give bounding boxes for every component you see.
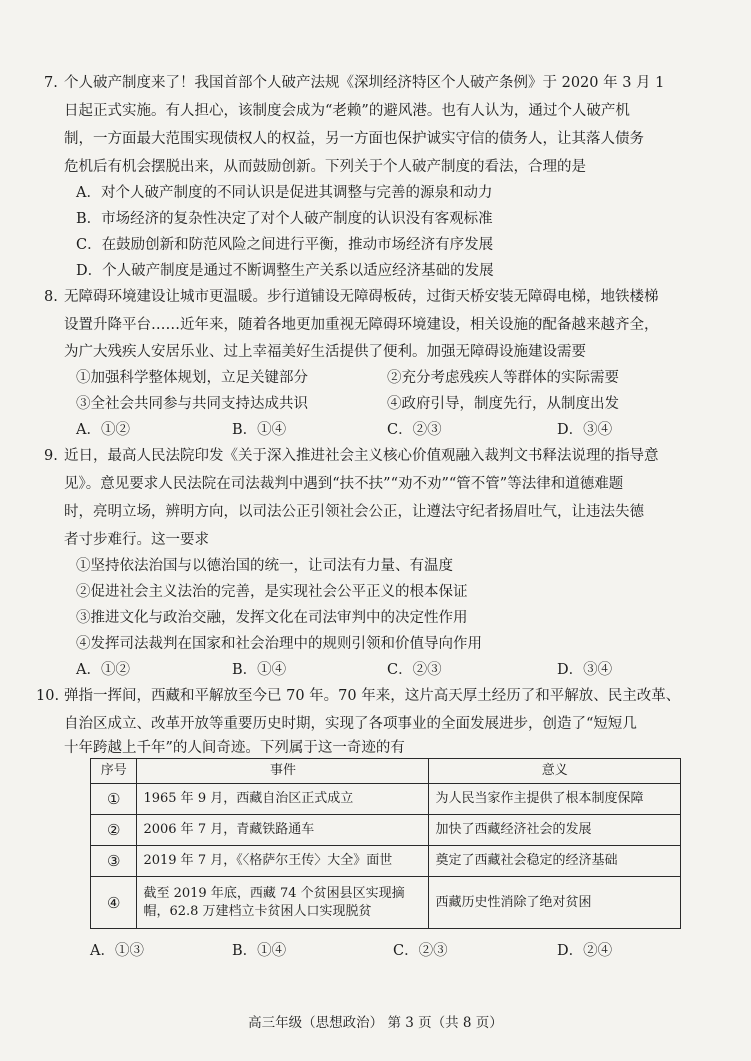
row-meaning: 奠定了西藏社会稳定的经济基础 [429,846,681,877]
question-text-line: 无障碍环境建设让城市更温暖。步行道铺设无障碍板砖，过街天桥安装无障碍电梯，地铁楼梯 [64,289,659,305]
column-header-number: 序号 [91,759,137,784]
column-header-meaning: 意义 [429,759,681,784]
question-number: 10. [36,688,60,704]
answer-option-a: A．①② [76,422,130,438]
question-text-line: 日起正式实施。有人担心，该制度会成为“老赖”的避风港。也有人认为，通过个人破产机 [64,103,630,119]
answer-option-c: C．②③ [387,422,442,438]
row-number: ③ [91,846,137,877]
events-table [90,758,681,929]
question-text-line: 见》。意见要求人民法院在司法裁判中遇到“扶不扶”“劝不劝”“管不管”等法律和道德难题 [64,476,624,492]
answer-option-b: B．①④ [232,422,287,438]
answer-option-a: A．①③ [90,943,144,959]
question-number: 8. [44,289,58,305]
row-event: 1965 年 9 月，西藏自治区正式成立 [137,784,429,815]
question-text-line: 设置升降平台……近年来，随着各地更加重视无障碍环境建设，相关设施的配备越来越齐全， [64,317,659,333]
answer-option-c: C．②③ [387,662,442,678]
row-number: ④ [91,877,137,929]
column-header-event: 事件 [137,759,429,784]
statement-3: ③推进文化与政治交融，发挥文化在司法审判中的决定性作用 [76,610,468,626]
row-number: ① [91,784,137,815]
answer-option-b: B．①④ [232,662,287,678]
statement-2: ②促进社会主义法治的完善，是实现社会公平正义的根本保证 [76,584,468,600]
answer-option-b: B．①④ [232,943,287,959]
question-text-line: 十年跨越上千年”的人间奇迹。下列属于这一奇迹的有 [64,740,405,756]
question-text-line: 自治区成立、改革开放等重要历史时期，实现了各项事业的全面发展进步，创造了“短短几 [64,716,637,732]
answer-option-d: D．③④ [557,662,613,678]
statement-1: ①坚持依法治国与以德治国的统一，让司法有力量、有温度 [76,558,453,574]
question-text-line: 危机后有机会摆脱出来，从而鼓励创新。下列关于个人破产制度的看法，合理的是 [64,159,586,175]
question-text-line: 为广大残疾人安居乐业、过上幸福美好生活提供了便利。加强无障碍设施建设需要 [64,344,586,360]
answer-option-c: C．在鼓励创新和防范风险之间进行平衡，推动市场经济有序发展 [76,237,494,253]
question-text-line: 者寸步难行。这一要求 [64,532,209,548]
statement-2: ②充分考虑残疾人等群体的实际需要 [387,370,619,386]
table-header-row [91,759,681,784]
question-number: 7. [44,75,58,91]
answer-option-b: B．市场经济的复杂性决定了对个人破产制度的认识没有客观标准 [76,211,493,227]
answer-option-d: D．个人破产制度是通过不断调整生产关系以适应经济基础的发展 [76,263,494,279]
row-meaning: 加快了西藏经济社会的发展 [429,815,681,846]
question-text-line: 弹指一挥间，西藏和平解放至今已 70 年。70 年来，这片高天厚土经历了和平解放、民主改革、 [64,688,681,704]
statement-1: ①加强科学整体规划，立足关键部分 [76,370,308,386]
question-text-line: 时，亮明立场，辨明方向，以司法公正引领社会公正，让遵法守纪者扬眉吐气，让违法失德 [64,504,644,520]
answer-option-d: D．③④ [557,422,613,438]
answer-option-a: A．①② [76,662,130,678]
table-row [91,784,681,815]
question-text-line: 个人破产制度来了！我国首部个人破产法规《深圳经济特区个人破产条例》于 2020 年 3 月 1 [64,75,665,91]
statement-4: ④政府引导，制度先行，从制度出发 [387,396,619,412]
answer-option-a: A．对个人破产制度的不同认识是促进其调整与完善的源泉和动力 [76,185,493,201]
question-number: 9. [44,448,58,464]
statement-4: ④发挥司法裁判在国家和社会治理中的规则引领和价值导向作用 [76,636,482,652]
question-text-line: 近日，最高人民法院印发《关于深入推进社会主义核心价值观融入裁判文书释法说理的指导意 [64,448,659,464]
table-row [91,846,681,877]
answer-option-d: D．②④ [557,943,613,959]
answer-option-c: C．②③ [393,943,448,959]
table-row [91,815,681,846]
question-text-line: 制，一方面最大范围实现债权人的权益，另一方面也保护诚实守信的债务人，让其落人债务 [64,131,644,147]
table-row [91,877,681,929]
row-meaning: 为人民当家作主提供了根本制度保障 [429,784,681,815]
statement-3: ③全社会共同参与共同支持达成共识 [76,396,308,412]
row-meaning: 西藏历史性消除了绝对贫困 [429,877,681,929]
row-number: ② [91,815,137,846]
row-event: 2006 年 7 月，青藏铁路通车 [137,815,429,846]
page-footer: 高三年级（思想政治） 第 3 页（共 8 页） [248,1015,503,1031]
row-event: 截至 2019 年底，西藏 74 个贫困县区实现摘帽，62.8 万建档立卡贫困人口实现脱贫 [137,877,429,929]
row-event: 2019 年 7 月，《〈格萨尔王传〉大全》面世 [137,846,429,877]
